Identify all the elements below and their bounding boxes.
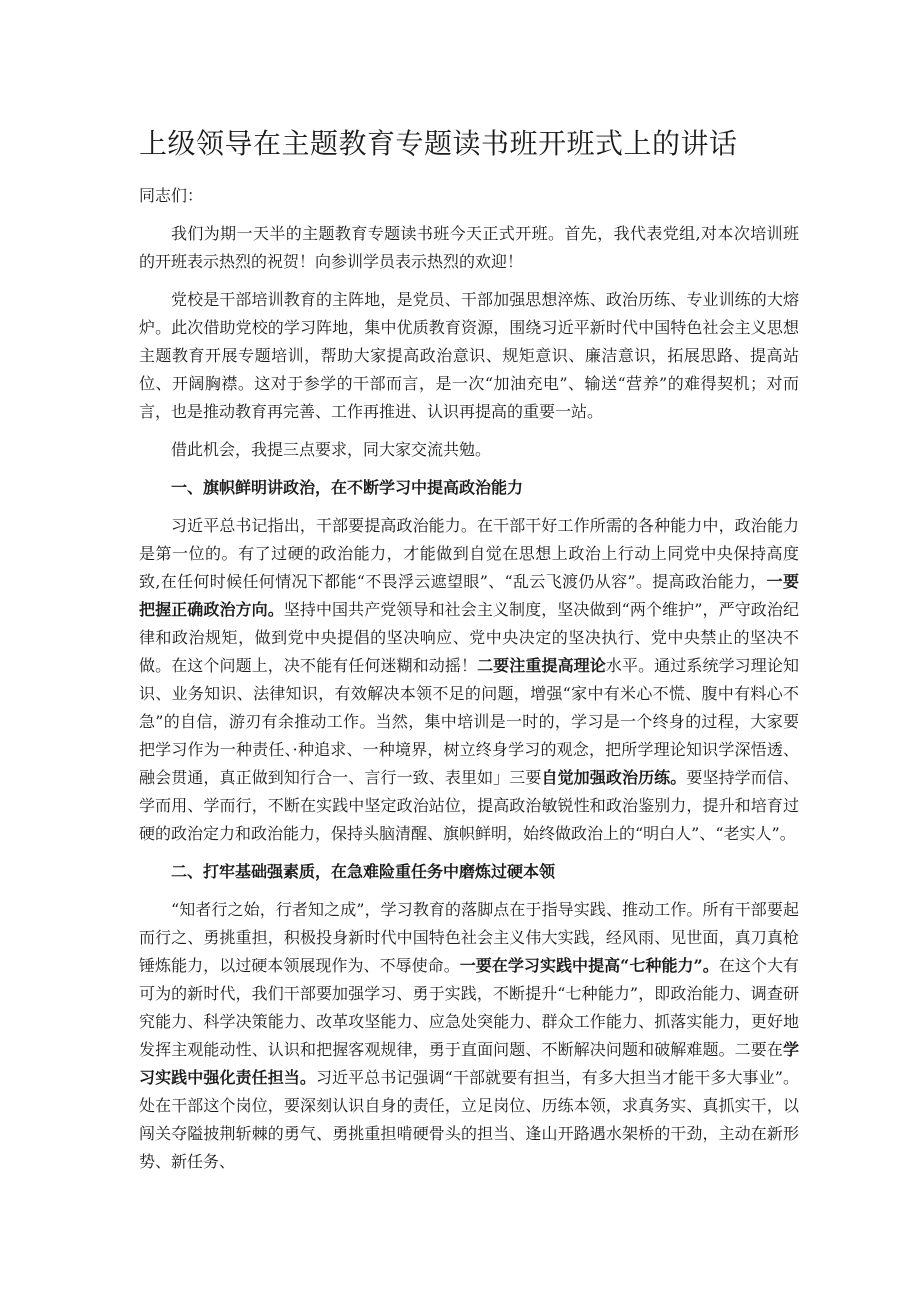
paragraph-three-requirements: 借此机会，我提三点要求，同大家交流共勉。 xyxy=(171,440,492,459)
section-2-text-3: 习近平总书记强调“干部就要有担当，有多大担当才能干多大事业”。处在干部这个岗位，要深刻认识自身的责任，立足岗位、历练本领，求真务实、真抓实干，以闯关夺隘披荆斩棘的勇气、勇挑重担啃硬骨头的担当、逢山开路遇水架桥的干劲，主动在新形势、新任务、 xyxy=(139,1068,799,1171)
section-1-text-4: 要坚持学而信、学而用、学而行，不断在实践中坚定政治站位，提高政治敏锐性和政治鉴别力，提升和培育过硬的政治定力和政治能力，保持头脑清醒、旗帜鲜明，始终做政治上的“明白人”、“老实人”。 xyxy=(139,768,799,843)
section-2-bold-1: 一要在学习实践中提高“七种能力”。 xyxy=(459,956,719,975)
section-1-bold-2: 二要注重提高理论 xyxy=(477,656,606,675)
section-1-bold-1: 一要把握正确政治方向。 xyxy=(139,572,799,619)
salutation: 同志们： xyxy=(139,186,204,205)
section-heading-1: 一、旗帜鲜明讲政治，在不断学习中提高政治能力 xyxy=(171,478,524,497)
document-title: 上级领导在主题教育专题读书班开班式上的讲话 xyxy=(139,127,738,160)
section-heading-2: 二、打牢基础强素质，在急难险重任务中磨炼过硬本领 xyxy=(171,862,556,881)
section-2-text-2: 在这个大有可为的新时代，我们干部要加强学习、勇于实践，不断提升“七种能力”，即政治能力、调查研究能力、科学决策能力、改革攻坚能力、应急处突能力、群众工作能力、抓落实能力，更好地发挥主观能动性、认识和把握客观规律，勇于直面问题、不断解决问题和破解难题。二要在 xyxy=(139,956,799,1059)
paragraph-opening: 我们为期一天半的主题教育专题读书班今天正式开班。首先，我代表党组,对本次培训班的开班表示热烈的祝贺！向参训学员表示热烈的欢迎！ xyxy=(139,224,799,271)
section-1-text-2: 坚持中国共产党领导和社会主义制度，坚决做到“两个维护”，严守政治纪律和政治规矩，做到党中央提倡的坚决响应、党中央决定的坚决执行、党中央禁止的坚决不做。在这个问题上，决不能有任何迷糊和动摇！ xyxy=(139,600,799,675)
section-1-text-3: 水平。通过系统学习理论知识、业务知识、法律知识，有效解决本领不足的问题，增强“家中有米心不慌、腹中有料心不急”的自信，游刃有余推动工作。当然，集中培训是一时的，学习是一个终身的过程，大家要把学习作为一种责任、·种追求、一种境界，树立终身学习的观念，把所学理论知识学深悟透、融会贯通，真正做到知行合一、言行一致、表里如」三要 xyxy=(139,656,799,787)
document-page xyxy=(139,122,799,1186)
section-2-body xyxy=(139,896,799,1176)
paragraph-party-school: 党校是干部培训教育的主阵地，是党员、干部加强思想淬炼、政治历练、专业训练的大熔炉。此次借助党校的学习阵地，集中优质教育资源，围绕习近平新时代中国特色社会主义思想主题教育开展专题培训，帮助大家提高政治意识、规矩意识、廉洁意识，拓展思路、提高站位、开阔胸襟。这对于参学的干部而言，是一次“加油充电”、输送“营养”的难得契机；对而言，也是推动教育再完善、工作再推进、认识再提高的重要一站。 xyxy=(139,290,799,421)
section-2-bold-2: 学习实践中强化责任担当。 xyxy=(139,1040,799,1087)
section-1-text-1: 习近平总书记指出，干部要提高政治能力。在干部干好工作所需的各种能力中，政治能力是第一位的。有了过硬的政治能力，才能做到自觉在思想上政治上行动上同党中央保持高度致,在任何时候任何情况下都能“不畏浮云遮望眼”、“乱云飞渡仍从容”。提高政治能力， xyxy=(139,516,799,591)
section-2-text-1: “知者行之始，行者知之成”，学习教育的落脚点在于指导实践、推动工作。所有干部要起而行之、勇挑重担，积极投身新时代中国特色社会主义伟大实践，经风雨、见世面，真刀真枪锤炼能力，以过硬本领展现作为、不辱使命。 xyxy=(139,900,799,975)
section-1-body xyxy=(139,512,799,848)
section-1-bold-3: 自觉加强政治历练。 xyxy=(541,768,687,787)
